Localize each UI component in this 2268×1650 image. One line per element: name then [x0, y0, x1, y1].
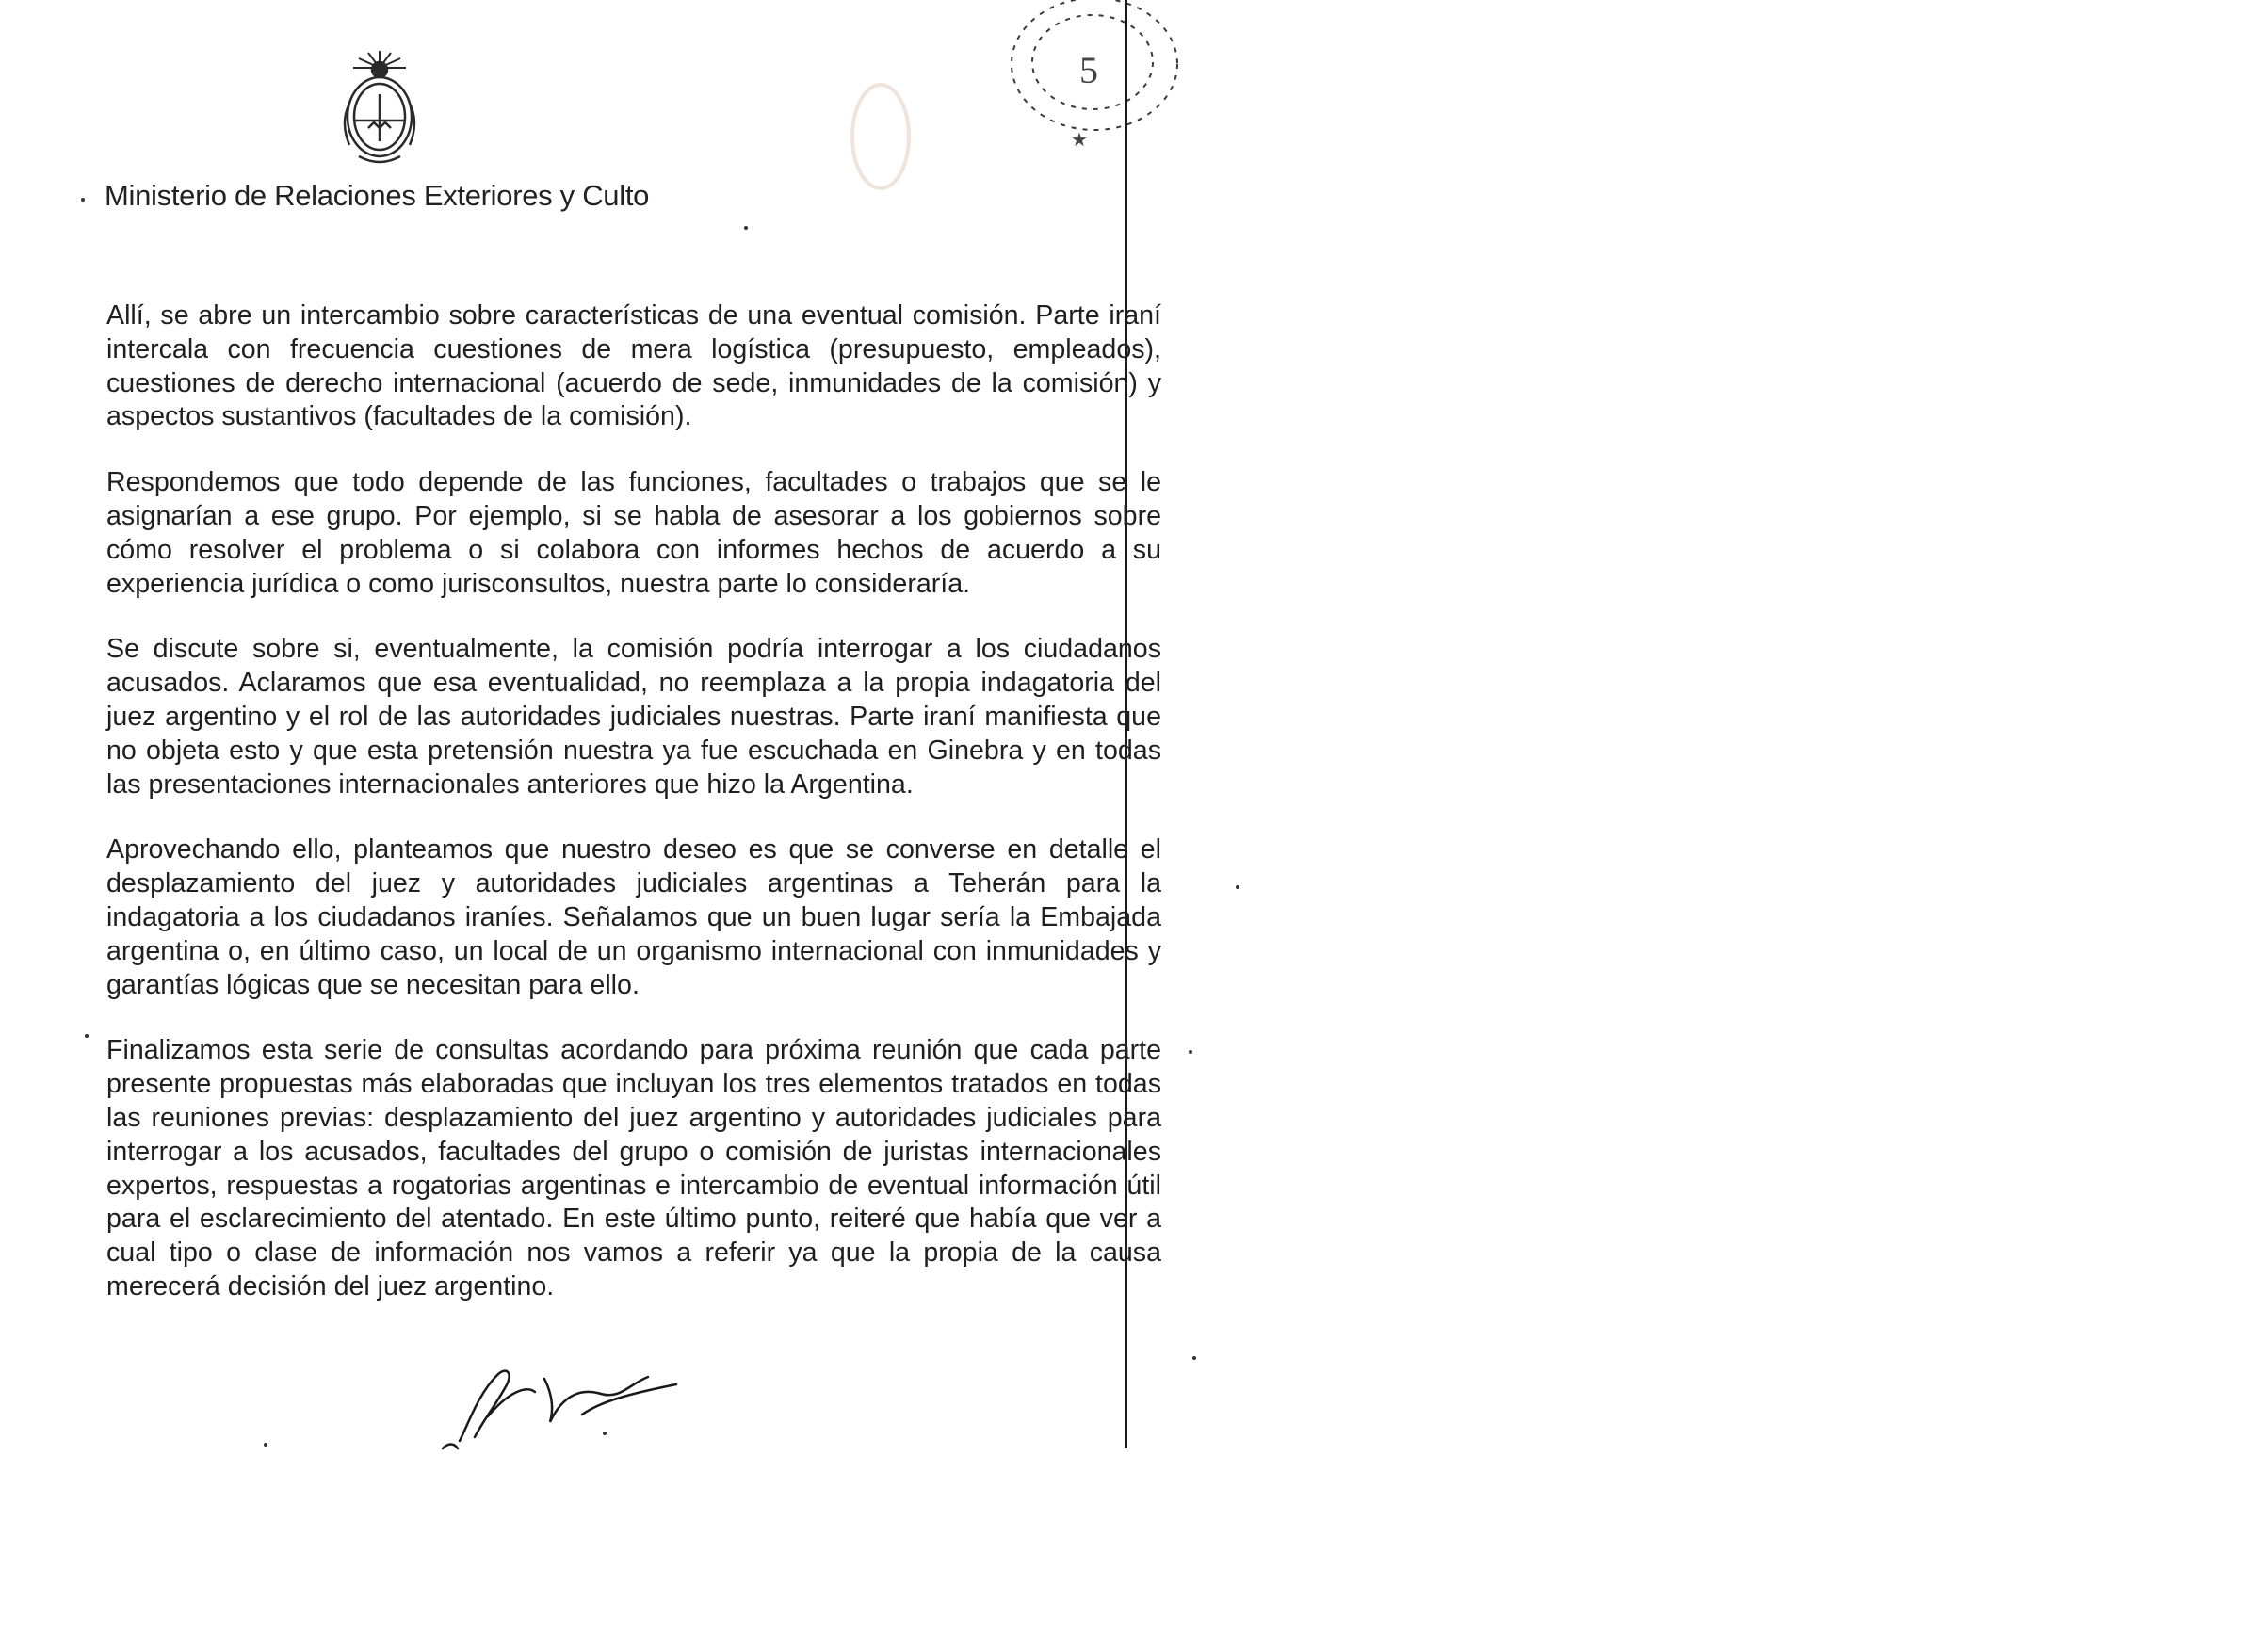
scan-speck	[744, 226, 748, 230]
paragraph: Finalizamos esta serie de consultas acordando para próxima reunión que cada parte presente propuestas más elaboradas que incluyan los tres elementos tratados en todas las reuniones previas: desplazamiento del juez argentino y autoridades judiciales para interrogar a los acusados, facultades del grupo o comisión de juristas internacionales expertos, respuestas a rogatorias argentinas e intercambio de eventual información útil para el esclarecimiento del atentado. En este último punto, reiteré que había que ver a cual tipo o clase de información nos vamos a referir ya que la propia de la causa merecerá decisión del juez argentino.	[106, 1035, 1161, 1302]
paragraph: Se discute sobre si, eventualmente, la comisión podría interrogar a los ciudadanos acusados. Aclaramos que esa eventualidad, no reemplaza a la propia indagatoria del juez argentino y el rol de las autoridades judiciales nuestras. Parte iraní manifiesta que no objeta esto y que esta pretensión nuestra ya fue escuchada en Ginebra y en todas las presentaciones internacionales anteriores que hizo la Argentina.	[106, 634, 1161, 800]
handwritten-signature	[441, 1356, 723, 1450]
document-body	[106, 299, 1161, 1336]
faded-seal-icon	[846, 75, 916, 198]
svg-text:★: ★	[1071, 128, 1088, 151]
paragraph: Allí, se abre un intercambio sobre características de una eventual comisión. Parte iraní intercala con frecuencia cuestiones de mera logística (presupuesto, empleados), cuestiones de derecho internacional (acuerdo de sede, inmunidades de la comisión) y aspectos sustantivos (facultades de la comisión).	[106, 300, 1161, 432]
paragraph: Aprovechando ello, planteamos que nuestro deseo es que se converse en detalle el desplazamiento del juez y autoridades judiciales argentinas a Teherán para la indagatoria a los ciudadanos iraníes. Señalamos que un buen lugar sería la Embajada argentina o, en último caso, un local de un organismo internacional con inmunidades y garantías lógicas que se necesitan para ello.	[106, 834, 1161, 1000]
scan-speck	[81, 198, 85, 202]
scan-speck	[85, 1034, 89, 1038]
scan-speck	[603, 1432, 607, 1435]
coat-of-arms-icon	[336, 47, 423, 170]
scan-speck	[1189, 1050, 1192, 1054]
ministry-heading: Ministerio de Relaciones Exteriores y Culto	[105, 179, 650, 212]
scan-speck	[1236, 885, 1239, 889]
scan-speck	[264, 1443, 267, 1447]
scan-speck	[1192, 1356, 1196, 1360]
paragraph: Respondemos que todo depende de las funciones, facultades o trabajos que se le asignarían a ese grupo. Por ejemplo, si se habla de asesorar a los gobiernos sobre cómo resolver el problema o si colabora con informes hechos de acuerdo a su experiencia jurídica o como jurisconsultos, nuestra parte lo consideraría.	[106, 467, 1161, 599]
stamp-number: 5	[1079, 49, 1098, 91]
seal-stamp-icon	[991, 0, 1189, 155]
